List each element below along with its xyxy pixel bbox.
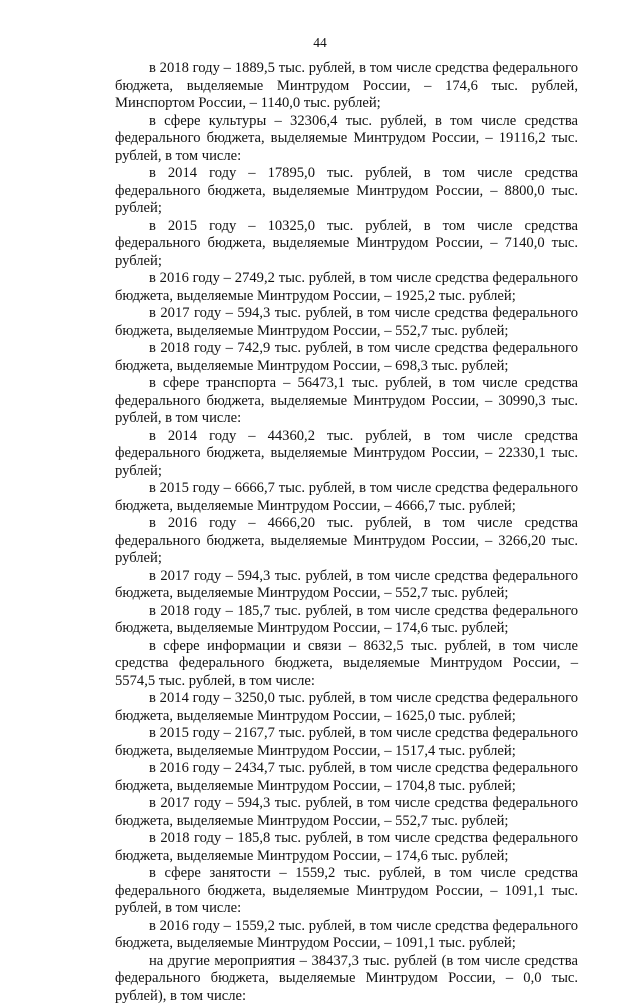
paragraph: в 2015 году – 6666,7 тыс. рублей, в том числе средства федерального бюджета, выделяемые Минтрудом России, – 4666,7 тыс. рублей; — [115, 480, 578, 515]
paragraph: в сфере транспорта – 56473,1 тыс. рублей, в том числе средства федерального бюджета, выделяемые Минтрудом России, – 30990,3 тыс. рублей, в том числе: — [115, 375, 578, 428]
paragraph: в 2014 году – 44360,2 тыс. рублей, в том числе средства федерального бюджета, выделяемые Минтрудом России, – 22330,1 тыс. рублей; — [115, 428, 578, 481]
paragraph: в 2016 году – 4666,20 тыс. рублей, в том числе средства федерального бюджета, выделяемые Минтрудом России, – 3266,20 тыс. рублей; — [115, 515, 578, 568]
paragraph: в 2015 году – 10325,0 тыс. рублей, в том числе средства федерального бюджета, выделяемые Минтрудом России, – 7140,0 тыс. рублей; — [115, 218, 578, 271]
paragraph: на другие мероприятия – 38437,3 тыс. рублей (в том числе средства федерального бюджета, выделяемые Минтрудом России, – 0,0 тыс. рублей), в том числе: — [115, 953, 578, 1005]
paragraph: в сфере информации и связи – 8632,5 тыс. рублей, в том числе средства федерального бюджета, выделяемые Минтрудом России, – 5574,5 тыс. рублей, в том числе: — [115, 638, 578, 691]
paragraph: в 2017 году – 594,3 тыс. рублей, в том числе средства федерального бюджета, выделяемые Минтрудом России, – 552,7 тыс. рублей; — [115, 795, 578, 830]
paragraph: в 2017 году – 594,3 тыс. рублей, в том числе средства федерального бюджета, выделяемые Минтрудом России, – 552,7 тыс. рублей; — [115, 568, 578, 603]
paragraph: в 2014 году – 17895,0 тыс. рублей, в том числе средства федерального бюджета, выделяемые Минтрудом России, – 8800,0 тыс. рублей; — [115, 165, 578, 218]
document-body — [115, 60, 578, 1005]
paragraph: в сфере занятости – 1559,2 тыс. рублей, в том числе средства федерального бюджета, выделяемые Минтрудом России, – 1091,1 тыс. рублей, в том числе: — [115, 865, 578, 918]
paragraph: в 2015 году – 2167,7 тыс. рублей, в том числе средства федерального бюджета, выделяемые Минтрудом России, – 1517,4 тыс. рублей; — [115, 725, 578, 760]
paragraph: в 2016 году – 2434,7 тыс. рублей, в том числе средства федерального бюджета, выделяемые Минтрудом России, – 1704,8 тыс. рублей; — [115, 760, 578, 795]
paragraph: в сфере культуры – 32306,4 тыс. рублей, в том числе средства федерального бюджета, выделяемые Минтрудом России, – 19116,2 тыс. рублей, в том числе: — [115, 113, 578, 166]
paragraph: в 2017 году – 594,3 тыс. рублей, в том числе средства федерального бюджета, выделяемые Минтрудом России, – 552,7 тыс. рублей; — [115, 305, 578, 340]
paragraph: в 2018 году – 185,8 тыс. рублей, в том числе средства федерального бюджета, выделяемые Минтрудом России, – 174,6 тыс. рублей; — [115, 830, 578, 865]
paragraph: в 2016 году – 2749,2 тыс. рублей, в том числе средства федерального бюджета, выделяемые Минтрудом России, – 1925,2 тыс. рублей; — [115, 270, 578, 305]
page-number: 44 — [0, 35, 640, 51]
paragraph: в 2014 году – 3250,0 тыс. рублей, в том числе средства федерального бюджета, выделяемые Минтрудом России, – 1625,0 тыс. рублей; — [115, 690, 578, 725]
paragraph: в 2018 году – 185,7 тыс. рублей, в том числе средства федерального бюджета, выделяемые Минтрудом России, – 174,6 тыс. рублей; — [115, 603, 578, 638]
paragraph: в 2018 году – 742,9 тыс. рублей, в том числе средства федерального бюджета, выделяемые Минтрудом России, – 698,3 тыс. рублей; — [115, 340, 578, 375]
paragraph: в 2018 году – 1889,5 тыс. рублей, в том числе средства федерального бюджета, выделяемые Минтрудом России, – 174,6 тыс. рублей, Минспортом России, – 1140,0 тыс. рублей; — [115, 60, 578, 113]
paragraph: в 2016 году – 1559,2 тыс. рублей, в том числе средства федерального бюджета, выделяемые Минтрудом России, – 1091,1 тыс. рублей; — [115, 918, 578, 953]
